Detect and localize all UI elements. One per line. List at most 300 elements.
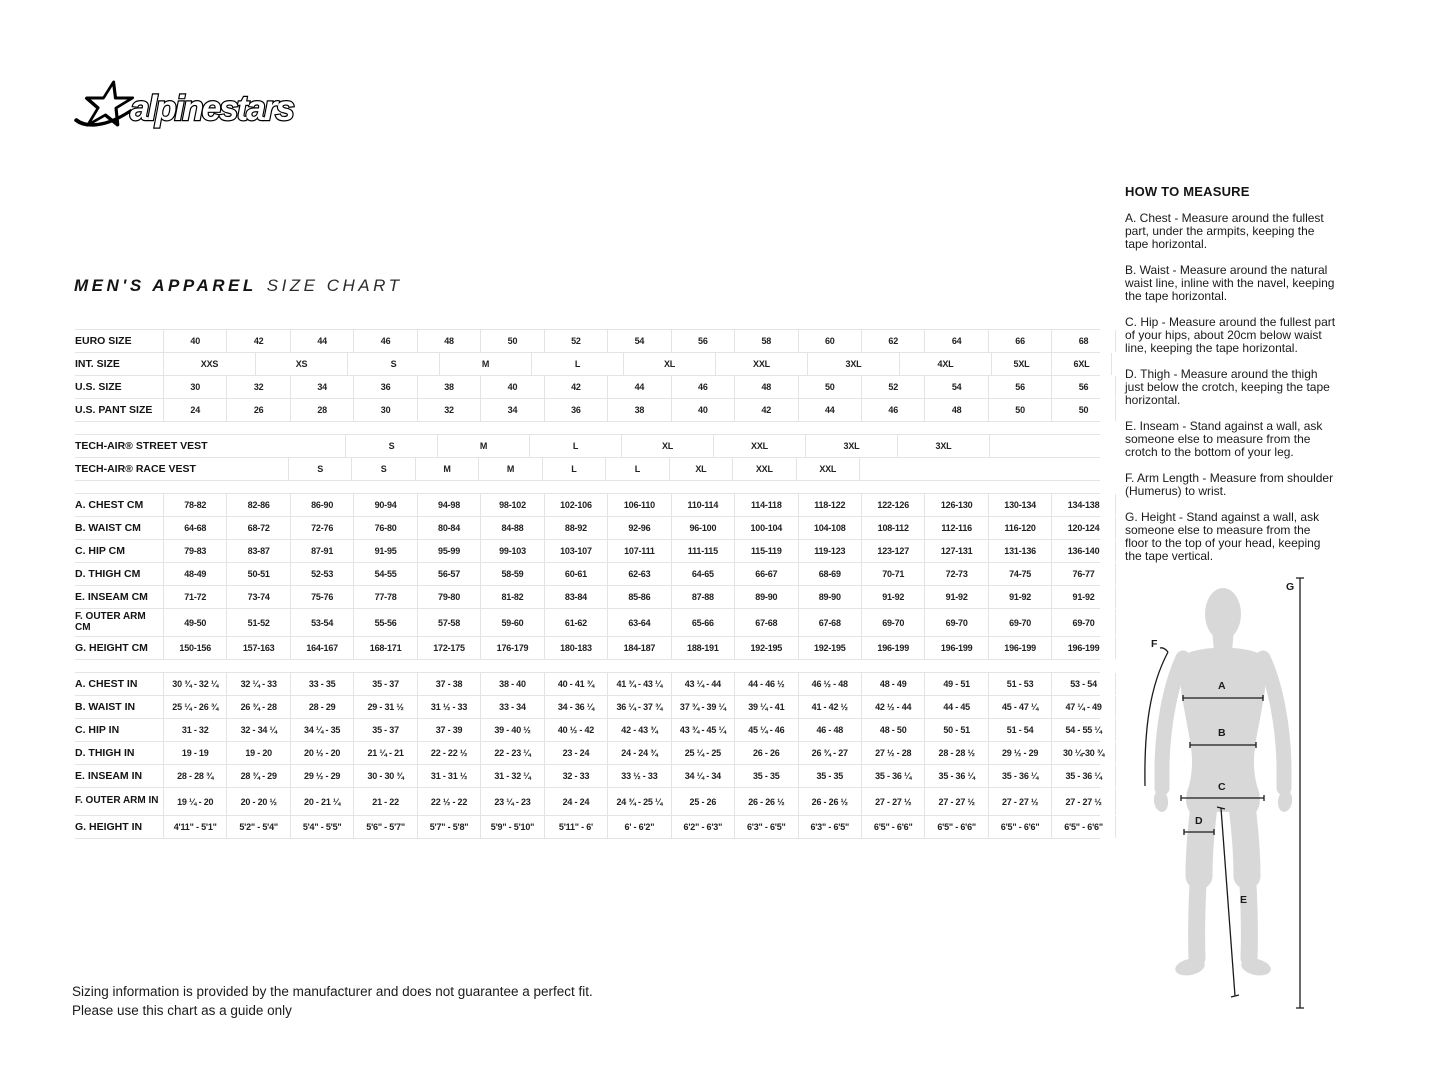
cell-height-in-6: 5'11" - 6': [544, 816, 607, 838]
cell-tech-air-street-vest-0: S: [345, 435, 437, 457]
cell-chest-cm-7: 106-110: [607, 494, 670, 516]
row-chest-in: [75, 672, 1100, 696]
cell-height-cm-7: 184-187: [607, 637, 670, 659]
cell-outer-arm-in-8: 25 - 26: [671, 788, 734, 815]
cell-outer-arm-cm-10: 67-68: [798, 609, 861, 636]
cell-inseam-in-3: 30 - 30 ¾: [353, 765, 416, 787]
row-cells: [163, 399, 1100, 421]
row-int-size: [75, 353, 1100, 376]
cell-waist-cm-11: 108-112: [861, 517, 924, 539]
cell-inseam-cm-12: 91-92: [924, 586, 987, 608]
cell-us-pant-size-9: 42: [734, 399, 797, 421]
cell-outer-arm-cm-6: 61-62: [544, 609, 607, 636]
cell-height-in-1: 5'2" - 5'4": [226, 816, 289, 838]
figure-label-d: D: [1195, 815, 1203, 827]
cell-outer-arm-in-6: 24 - 24: [544, 788, 607, 815]
cell-thigh-cm-3: 54-55: [353, 563, 416, 585]
cell-outer-arm-in-14: 27 - 27 ½: [1051, 788, 1115, 815]
cell-us-pant-size-10: 44: [798, 399, 861, 421]
row-euro-size: [75, 329, 1100, 353]
cell-euro-size-5: 50: [480, 330, 543, 352]
cell-us-pant-size-14: 50: [1051, 399, 1115, 421]
cell-chest-cm-5: 98-102: [480, 494, 543, 516]
cell-inseam-cm-11: 91-92: [861, 586, 924, 608]
figure-label-f: F: [1151, 638, 1158, 650]
cell-hip-in-10: 46 - 48: [798, 719, 861, 741]
logo-wordmark: alpinestars: [130, 89, 293, 128]
cell-height-in-7: 6' - 6'2": [607, 816, 670, 838]
cell-height-in-0: 4'11" - 5'1": [163, 816, 226, 838]
body-silhouette-diagram: [1128, 568, 1338, 1030]
cell-thigh-in-11: 27 ½ - 28: [861, 742, 924, 764]
measure-instruction-4: E. Inseam - Stand against a wall, ask someone else to measure from the crotch to the bottom of your leg.: [1125, 419, 1323, 459]
cell-waist-in-6: 34 - 36 ¼: [544, 696, 607, 718]
cell-waist-cm-3: 76-80: [353, 517, 416, 539]
cell-height-in-4: 5'7" - 5'8": [417, 816, 480, 838]
cell-height-cm-4: 172-175: [417, 637, 480, 659]
cell-inseam-cm-7: 85-86: [607, 586, 670, 608]
row-us-size: [75, 376, 1100, 399]
cell-height-cm-14: 196-199: [1051, 637, 1115, 659]
cell-hip-in-8: 43 ¾ - 45 ¼: [671, 719, 734, 741]
row-cells: [163, 586, 1100, 608]
cell-us-size-0: 30: [163, 376, 226, 398]
cell-outer-arm-in-5: 23 ¼ - 23: [480, 788, 543, 815]
cell-chest-cm-0: 78-82: [163, 494, 226, 516]
row-cells: [163, 540, 1100, 562]
cell-thigh-in-3: 21 ¼ - 21: [353, 742, 416, 764]
cell-thigh-cm-11: 70-71: [861, 563, 924, 585]
cell-outer-arm-cm-1: 51-52: [226, 609, 289, 636]
cell-us-size-10: 50: [798, 376, 861, 398]
cell-waist-cm-12: 112-116: [924, 517, 987, 539]
cell-outer-arm-cm-9: 67-68: [734, 609, 797, 636]
cell-thigh-cm-8: 64-65: [671, 563, 734, 585]
cell-waist-cm-10: 104-108: [798, 517, 861, 539]
figure-label-a: A: [1218, 680, 1226, 692]
cell-height-in-12: 6'5" - 6'6": [924, 816, 987, 838]
row-height-cm: [75, 637, 1100, 660]
cell-hip-cm-11: 123-127: [861, 540, 924, 562]
how-to-measure-title: HOW TO MEASURE: [1125, 184, 1250, 199]
size-table: [75, 329, 1105, 839]
cell-thigh-cm-12: 72-73: [924, 563, 987, 585]
cell-euro-size-3: 46: [353, 330, 416, 352]
cell-inseam-cm-13: 91-92: [988, 586, 1051, 608]
cell-thigh-cm-7: 62-63: [607, 563, 670, 585]
cell-hip-in-11: 48 - 50: [861, 719, 924, 741]
cell-hip-in-13: 51 - 54: [988, 719, 1051, 741]
cell-chest-cm-1: 82-86: [226, 494, 289, 516]
cell-us-pant-size-2: 28: [290, 399, 353, 421]
cell-thigh-cm-1: 50-51: [226, 563, 289, 585]
cell-inseam-cm-3: 77-78: [353, 586, 416, 608]
cell-int-size-10: 6XL: [1051, 353, 1112, 375]
cell-euro-size-10: 60: [798, 330, 861, 352]
cell-us-size-14: 56: [1051, 376, 1115, 398]
row-label-waist-in: B. WAIST IN: [75, 701, 136, 713]
cell-tech-air-street-vest-3: XL: [621, 435, 713, 457]
cell-height-in-9: 6'3" - 6'5": [734, 816, 797, 838]
cell-height-cm-8: 188-191: [671, 637, 734, 659]
row-cells: [163, 458, 1100, 480]
cell-inseam-cm-5: 81-82: [480, 586, 543, 608]
cell-inseam-in-8: 34 ¼ - 34: [671, 765, 734, 787]
cell-waist-cm-0: 64-68: [163, 517, 226, 539]
row-cells: [163, 637, 1100, 659]
cell-height-cm-3: 168-171: [353, 637, 416, 659]
cell-height-in-2: 5'4" - 5'5": [290, 816, 353, 838]
cell-us-size-6: 42: [544, 376, 607, 398]
cell-height-in-8: 6'2" - 6'3": [671, 816, 734, 838]
cell-euro-size-12: 64: [924, 330, 987, 352]
cell-hip-in-6: 40 ½ - 42: [544, 719, 607, 741]
row-label-waist-cm: B. WAIST CM: [75, 522, 141, 534]
row-label-thigh-cm: D. THIGH CM: [75, 568, 141, 580]
row-hip-in: [75, 719, 1100, 742]
cell-thigh-cm-14: 76-77: [1051, 563, 1115, 585]
cell-tech-air-street-vest-5: 3XL: [805, 435, 897, 457]
row-label-int-size: INT. SIZE: [75, 358, 120, 370]
cell-us-pant-size-5: 34: [480, 399, 543, 421]
cell-euro-size-9: 58: [734, 330, 797, 352]
cell-chest-cm-3: 90-94: [353, 494, 416, 516]
cell-tech-air-race-vest-3: M: [478, 458, 541, 480]
cell-tech-air-race-vest-5: L: [605, 458, 668, 480]
cell-us-size-7: 44: [607, 376, 670, 398]
row-label-outer-arm-cm: F. OUTER ARM CM: [75, 611, 146, 633]
how-to-measure-panel: [1125, 184, 1337, 576]
cell-us-pant-size-0: 24: [163, 399, 226, 421]
cell-outer-arm-in-7: 24 ¾ - 25 ¼: [607, 788, 670, 815]
cell-height-in-5: 5'9" - 5'10": [480, 816, 543, 838]
figure-label-b: B: [1218, 727, 1226, 739]
cell-tech-air-race-vest-7: XXL: [732, 458, 795, 480]
cell-chest-cm-12: 126-130: [924, 494, 987, 516]
cell-thigh-cm-4: 56-57: [417, 563, 480, 585]
cell-thigh-in-5: 22 - 23 ¼: [480, 742, 543, 764]
row-cells: [163, 765, 1100, 787]
cell-hip-cm-14: 136-140: [1051, 540, 1115, 562]
cell-chest-in-1: 32 ¼ - 33: [226, 673, 289, 695]
title-main: MEN'S APPAREL: [74, 276, 257, 295]
cell-inseam-in-9: 35 - 35: [734, 765, 797, 787]
cell-waist-cm-8: 96-100: [671, 517, 734, 539]
disclaimer: [72, 982, 593, 1020]
row-label-euro-size: EURO SIZE: [75, 335, 132, 347]
cell-outer-arm-in-2: 20 - 21 ¼: [290, 788, 353, 815]
cell-hip-in-4: 37 - 39: [417, 719, 480, 741]
cell-outer-arm-in-4: 22 ½ - 22: [417, 788, 480, 815]
cell-hip-cm-7: 107-111: [607, 540, 670, 562]
cell-euro-size-11: 62: [861, 330, 924, 352]
cell-height-cm-2: 164-167: [290, 637, 353, 659]
cell-euro-size-14: 68: [1051, 330, 1115, 352]
cell-us-size-12: 54: [924, 376, 987, 398]
cell-thigh-in-8: 25 ¼ - 25: [671, 742, 734, 764]
cell-outer-arm-in-1: 20 - 20 ½: [226, 788, 289, 815]
cell-tech-air-race-vest-4: L: [542, 458, 605, 480]
cell-tech-air-race-vest-2: M: [415, 458, 478, 480]
cell-tech-air-race-vest-1: S: [351, 458, 414, 480]
measure-instruction-2: C. Hip - Measure around the fullest part of your hips, about 20cm below waist line, keeping the tape horizontal.: [1125, 315, 1336, 355]
disclaimer-line2: Please use this chart as a guide only: [72, 1003, 292, 1018]
cell-int-size-3: M: [439, 353, 531, 375]
cell-thigh-cm-9: 66-67: [734, 563, 797, 585]
cell-euro-size-8: 56: [671, 330, 734, 352]
cell-outer-arm-cm-14: 69-70: [1051, 609, 1115, 636]
cell-us-size-8: 46: [671, 376, 734, 398]
cell-thigh-cm-5: 58-59: [480, 563, 543, 585]
cell-tech-air-race-vest-6: XL: [669, 458, 732, 480]
cell-height-cm-6: 180-183: [544, 637, 607, 659]
cell-chest-in-14: 53 - 54: [1051, 673, 1115, 695]
height-line: [1296, 578, 1304, 1008]
measure-instruction-0: A. Chest - Measure around the fullest part, under the armpits, keeping the tape horizontal.: [1125, 211, 1324, 251]
cell-us-pant-size-3: 30: [353, 399, 416, 421]
cell-waist-in-10: 41 - 42 ½: [798, 696, 861, 718]
cell-tech-air-street-vest-6: 3XL: [897, 435, 990, 457]
cell-inseam-in-6: 32 - 33: [544, 765, 607, 787]
measurement-figure: [1128, 568, 1338, 1030]
row-label-chest-cm: A. CHEST CM: [75, 499, 144, 511]
cell-us-size-9: 48: [734, 376, 797, 398]
cell-height-cm-5: 176-179: [480, 637, 543, 659]
cell-hip-cm-1: 83-87: [226, 540, 289, 562]
row-cells: [163, 353, 1100, 375]
cell-height-cm-10: 192-195: [798, 637, 861, 659]
cell-inseam-cm-8: 87-88: [671, 586, 734, 608]
cell-height-in-14: 6'5" - 6'6": [1051, 816, 1115, 838]
cell-waist-in-4: 31 ½ - 33: [417, 696, 480, 718]
cell-outer-arm-in-0: 19 ¼ - 20: [163, 788, 226, 815]
cell-chest-cm-6: 102-106: [544, 494, 607, 516]
cell-height-in-10: 6'3" - 6'5": [798, 816, 861, 838]
cell-hip-in-14: 54 - 55 ¼: [1051, 719, 1115, 741]
cell-inseam-in-13: 35 - 36 ¼: [988, 765, 1051, 787]
cell-outer-arm-cm-3: 55-56: [353, 609, 416, 636]
cell-height-cm-12: 196-199: [924, 637, 987, 659]
cell-outer-arm-cm-13: 69-70: [988, 609, 1051, 636]
cell-chest-in-2: 33 - 35: [290, 673, 353, 695]
row-us-pant-size: [75, 399, 1100, 422]
cell-chest-cm-4: 94-98: [417, 494, 480, 516]
row-cells: [163, 673, 1100, 695]
cell-thigh-in-7: 24 - 24 ¾: [607, 742, 670, 764]
cell-int-size-9: 5XL: [991, 353, 1051, 375]
cell-waist-in-11: 42 ½ - 44: [861, 696, 924, 718]
row-waist-in: [75, 696, 1100, 719]
cell-height-cm-0: 150-156: [163, 637, 226, 659]
cell-inseam-in-4: 31 - 31 ½: [417, 765, 480, 787]
row-cells: [163, 742, 1105, 764]
cell-waist-in-8: 37 ¾ - 39 ¼: [671, 696, 734, 718]
cell-us-pant-size-6: 36: [544, 399, 607, 421]
cell-waist-cm-9: 100-104: [734, 517, 797, 539]
cell-chest-in-10: 46 ½ - 48: [798, 673, 861, 695]
cell-waist-cm-7: 92-96: [607, 517, 670, 539]
row-outer-arm-cm: [75, 609, 1100, 637]
cell-tech-air-race-vest-8: XXL: [796, 458, 860, 480]
cell-us-size-2: 34: [290, 376, 353, 398]
row-label-inseam-cm: E. INSEAM CM: [75, 591, 148, 603]
row-cells: [163, 816, 1103, 838]
cell-chest-in-4: 37 - 38: [417, 673, 480, 695]
body-silhouette: [1181, 588, 1265, 812]
row-cells: [163, 517, 1100, 539]
cell-hip-in-5: 39 - 40 ½: [480, 719, 543, 741]
cell-thigh-in-12: 28 - 28 ½: [924, 742, 987, 764]
title-sub: SIZE CHART: [266, 276, 403, 295]
measure-instruction-1: B. Waist - Measure around the natural waist line, inline with the navel, keeping the tape horizontal.: [1125, 263, 1335, 303]
how-to-measure-list: [1125, 212, 1337, 563]
cell-int-size-8: 4XL: [899, 353, 991, 375]
cell-inseam-in-11: 35 - 36 ¼: [861, 765, 924, 787]
cell-int-size-7: 3XL: [807, 353, 899, 375]
cell-hip-cm-6: 103-107: [544, 540, 607, 562]
cell-chest-in-5: 38 - 40: [480, 673, 543, 695]
cell-euro-size-0: 40: [163, 330, 226, 352]
cell-hip-cm-5: 99-103: [480, 540, 543, 562]
cell-us-size-4: 38: [417, 376, 480, 398]
cell-inseam-in-0: 28 - 28 ¾: [163, 765, 226, 787]
cell-waist-in-0: 25 ¼ - 26 ¾: [163, 696, 226, 718]
cell-thigh-in-9: 26 - 26: [734, 742, 797, 764]
cell-thigh-in-13: 29 ½ - 29: [988, 742, 1051, 764]
cell-height-in-11: 6'5" - 6'6": [861, 816, 924, 838]
measure-instruction-3: D. Thigh - Measure around the thigh just below the crotch, keeping the tape horizontal.: [1125, 367, 1330, 407]
star-icon: [75, 82, 138, 125]
cell-us-pant-size-12: 48: [924, 399, 987, 421]
cell-us-size-13: 56: [988, 376, 1051, 398]
row-cells: [163, 696, 1100, 718]
cell-chest-cm-14: 134-138: [1051, 494, 1115, 516]
cell-waist-cm-1: 68-72: [226, 517, 289, 539]
cell-chest-in-7: 41 ¾ - 43 ¼: [607, 673, 670, 695]
cell-thigh-in-2: 20 ½ - 20: [290, 742, 353, 764]
row-label-chest-in: A. CHEST IN: [75, 678, 138, 690]
cell-inseam-cm-14: 91-92: [1051, 586, 1115, 608]
row-inseam-in: [75, 765, 1100, 788]
cell-inseam-in-14: 35 - 36 ¼: [1051, 765, 1115, 787]
row-cells: [163, 719, 1100, 741]
cell-thigh-in-0: 19 - 19: [163, 742, 226, 764]
cell-hip-cm-10: 119-123: [798, 540, 861, 562]
cell-thigh-in-4: 22 - 22 ½: [417, 742, 480, 764]
cell-hip-in-0: 31 - 32: [163, 719, 226, 741]
cell-hip-cm-0: 79-83: [163, 540, 226, 562]
row-cells: [163, 330, 1100, 352]
row-label-thigh-in: D. THIGH IN: [75, 747, 135, 759]
alpinestars-logo-graphic: [70, 80, 332, 134]
cell-height-cm-9: 192-195: [734, 637, 797, 659]
cell-chest-in-9: 44 - 46 ½: [734, 673, 797, 695]
cell-int-size-5: XL: [623, 353, 715, 375]
row-label-us-size: U.S. SIZE: [75, 381, 122, 393]
cell-euro-size-4: 48: [417, 330, 480, 352]
cell-waist-in-13: 45 - 47 ¼: [988, 696, 1051, 718]
cell-chest-cm-10: 118-122: [798, 494, 861, 516]
cell-waist-in-12: 44 - 45: [924, 696, 987, 718]
cell-thigh-in-10: 26 ¾ - 27: [798, 742, 861, 764]
measure-instruction-5: F. Arm Length - Measure from shoulder (Humerus) to wrist.: [1125, 471, 1334, 498]
row-label-outer-arm-in: F. OUTER ARM IN: [75, 795, 159, 807]
cell-height-in-3: 5'6" - 5'7": [353, 816, 416, 838]
table-group-tech-air: [75, 434, 1100, 481]
table-group-in: [75, 672, 1105, 839]
row-inseam-cm: [75, 586, 1100, 609]
cell-height-cm-11: 196-199: [861, 637, 924, 659]
figure-label-e: E: [1240, 894, 1248, 906]
row-cells: [163, 563, 1100, 585]
cell-inseam-cm-10: 89-90: [798, 586, 861, 608]
cell-hip-cm-9: 115-119: [734, 540, 797, 562]
cell-euro-size-7: 54: [607, 330, 670, 352]
cell-waist-cm-14: 120-124: [1051, 517, 1115, 539]
cell-hip-cm-2: 87-91: [290, 540, 353, 562]
hands-feet: [1153, 789, 1294, 978]
cell-euro-size-6: 52: [544, 330, 607, 352]
cell-waist-cm-5: 84-88: [480, 517, 543, 539]
row-height-in: [75, 816, 1103, 839]
cell-int-size-2: S: [347, 353, 439, 375]
cell-waist-cm-13: 116-120: [988, 517, 1051, 539]
cell-chest-in-6: 40 - 41 ¾: [544, 673, 607, 695]
cell-thigh-cm-10: 68-69: [798, 563, 861, 585]
cell-chest-cm-13: 130-134: [988, 494, 1051, 516]
cell-outer-arm-in-10: 26 - 26 ½: [798, 788, 861, 815]
cell-inseam-cm-9: 89-90: [734, 586, 797, 608]
figure-label-c: C: [1218, 781, 1226, 793]
cell-outer-arm-in-3: 21 - 22: [353, 788, 416, 815]
cell-inseam-cm-4: 79-80: [417, 586, 480, 608]
cell-int-size-0: XXS: [163, 353, 255, 375]
cell-waist-in-5: 33 - 34: [480, 696, 543, 718]
row-label-tech-air-race-vest: TECH-AIR® RACE VEST: [75, 463, 196, 475]
row-cells: [163, 609, 1100, 636]
cell-outer-arm-cm-0: 49-50: [163, 609, 226, 636]
cell-hip-in-7: 42 - 43 ¾: [607, 719, 670, 741]
cell-tech-air-street-vest-2: L: [529, 435, 621, 457]
cell-thigh-in-14: 30 ¼-30 ¾: [1051, 742, 1115, 764]
cell-chest-cm-9: 114-118: [734, 494, 797, 516]
table-group-sizes: [75, 329, 1100, 422]
cell-int-size-1: XS: [255, 353, 347, 375]
cell-chest-in-0: 30 ¾ - 32 ¼: [163, 673, 226, 695]
row-cells: [163, 788, 1100, 815]
row-chest-cm: [75, 493, 1100, 517]
cell-us-size-11: 52: [861, 376, 924, 398]
cell-outer-arm-cm-8: 65-66: [671, 609, 734, 636]
cell-height-in-13: 6'5" - 6'6": [988, 816, 1051, 838]
cell-inseam-in-5: 31 - 32 ¼: [480, 765, 543, 787]
cell-hip-cm-13: 131-136: [988, 540, 1051, 562]
row-label-hip-cm: C. HIP CM: [75, 545, 125, 557]
cell-us-pant-size-7: 38: [607, 399, 670, 421]
cell-inseam-cm-0: 71-72: [163, 586, 226, 608]
row-cells: [163, 435, 1100, 457]
cell-outer-arm-in-12: 27 - 27 ½: [924, 788, 987, 815]
cell-euro-size-1: 42: [226, 330, 289, 352]
cell-us-pant-size-8: 40: [671, 399, 734, 421]
measure-instruction-6: G. Height - Stand against a wall, ask someone else to measure from the floor to the top of your head, keeping the tape vertical.: [1125, 510, 1321, 563]
page-title: [74, 276, 403, 296]
row-label-height-cm: G. HEIGHT CM: [75, 642, 148, 654]
cell-chest-in-3: 35 - 37: [353, 673, 416, 695]
cell-waist-cm-6: 88-92: [544, 517, 607, 539]
cell-chest-in-8: 43 ¼ - 44: [671, 673, 734, 695]
cell-inseam-in-2: 29 ½ - 29: [290, 765, 353, 787]
